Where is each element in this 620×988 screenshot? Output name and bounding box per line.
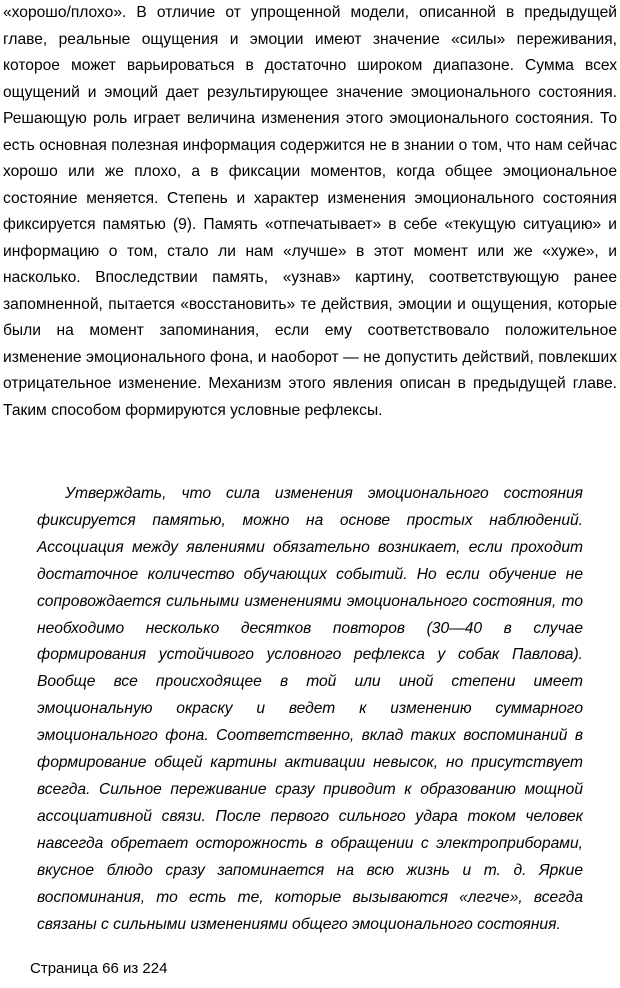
italic-paragraph: Утверждать, что сила изменения эмоционального состояния фиксируется памятью, можно на основе простых наблюдений. Ассоциация между явлениями обязательно возникает, если проходит достаточное количество обучающих событий. Но если обучение не сопровождается сильными изменениями эмоционального состояния, то необходимо несколько десятков повторов (30—40 в случае формирования устойчивого условного рефлекса у собак Павлова). Вообще все происходящее в той или иной степени имеет эмоциональную окраску и ведет к изменению суммарного эмоционального фона. Соответственно, вклад таких воспоминаний в формирование общей картины активации невысок, но присутствует всегда. Сильное переживание сразу приводит к образованию мощной ассоциативной связи. После первого сильного удара током человек навсегда обретает осторожность в обращении с электроприборами, вкусное блюдо сразу запоминается на всю жизнь и т. д. Яркие воспоминания, то есть те, которые вызываются «легче», всегда связаны с сильными изменениями общего эмоционального состояния. [37,485,583,933]
page-number: Страница 66 из 224 [30,960,168,977]
body-paragraph: «хорошо/плохо». В отличие от упрощенной модели, описанной в предыдущей главе, реальные ощущения и эмоции имеют значение «силы» переживания, которое может варьироваться в достаточно широком диапазоне. Сумма всех ощущений и эмоций дает результирующее значение эмоционального состояния. Решающую роль играет величина изменения этого эмоционального состояния. То есть основная полезная информация содержится не в знании о том, что нам сейчас хорошо или же плохо, а в фиксации моментов, когда общее эмоциональное состояние меняется. Степень и характер изменения эмоционального состояния фиксируется памятью (9). Память «отпечатывает» в себе «текущую ситуацию» и информацию о том, стало ли нам «лучше» в этот момент или же «хуже», и насколько. Впоследствии память, «узнав» картину, соответствующую ранее запомненной, пытается «восстановить» те действия, эмоции и ощущения, которые были на момент запоминания, если ему соответствовало положительное изменение эмоционального фона, и наоборот — не допустить действий, повлекших отрицательное изменение. Механизм этого явления описан в предыдущей главе. Таким способом формируются условные рефлексы. [3,4,617,419]
